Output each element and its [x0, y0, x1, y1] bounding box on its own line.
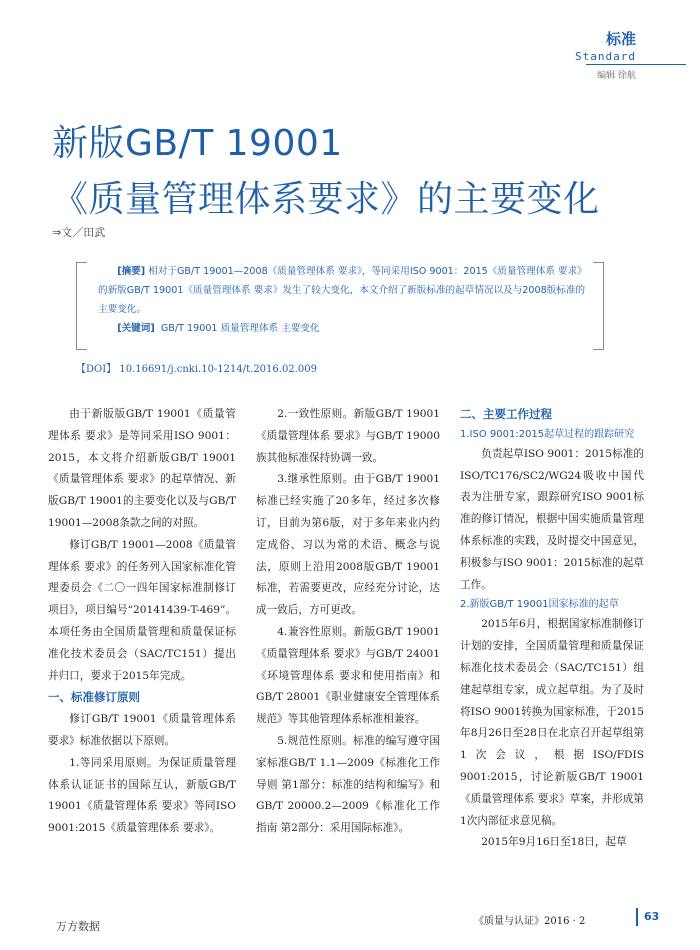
section-category-en: Standard [575, 50, 636, 63]
keywords-label: [关键词] [117, 323, 155, 334]
section-heading: 一、标准修订原则 [48, 690, 140, 705]
header-divider [586, 64, 686, 65]
paragraph: 3.继承性原则。由于GB/T 19001标准已经实施了20多年，经过多次修订，目前为第6版，对于多年来业内约定成俗、习以为常的术语、概念与说法，原则上沿用2008版GB/T 19001标准，若需要更改，应经充分讨论，达成一致后，方可更改。 [256, 473, 440, 617]
paragraph: 由于新版版GB/T 19001《质量管理体系 要求》是等同采用ISO 9001：2015，本文将介绍新版GB/T 19001《质量管理体系 要求》的起草情况、新版GB/T 19001的主要变化以及与GB/T 19001—2008条款之间的对照。 [48, 408, 236, 529]
abstract-body [98, 262, 586, 338]
left-bracket [76, 262, 87, 350]
paragraph: 5.规范性原则。标准的编写遵守国家标准GB/T 1.1—2009《标准化工作导则 第1部分：标准的结构和编写》和GB/T 20000.2—2009《标准化工作指南 第2部分：采用国际标准》。 [256, 734, 440, 835]
subsection-heading: 2.新版GB/T 19001国家标准的起草 [460, 599, 619, 611]
page-number-divider [636, 908, 638, 926]
page-number: 63 [644, 910, 660, 923]
column-1 [48, 404, 236, 840]
doi-label: 【DOI】 [76, 364, 117, 375]
paragraph: 负责起草ISO 9001：2015标准的ISO/TC176/SC2/WG24吸收中国代表为注册专家，跟踪研究ISO 9001标准的修订情况，根据中国实施质量管理体系标准的实践，及时提交中国意见，积极参与ISO 9001：2015标准的起草工作。 [460, 447, 644, 591]
title-line-1: 新版GB/T 19001 [52, 123, 343, 164]
keywords-paragraph [98, 319, 586, 338]
paragraph: 2015年9月16日至18日，起草 [481, 836, 627, 849]
keywords-text: GB/T 19001 质量管理体系 主要变化 [160, 323, 320, 334]
right-bracket [593, 262, 604, 350]
paragraph: 修订GB/T 19001《质量管理体系 要求》标准依据以下原则。 [48, 713, 236, 747]
column-3 [460, 404, 644, 854]
article-title [52, 116, 600, 228]
paragraph: 1.等同采用原则。为保证质量管理体系认证证书的国际互认，新版GB/T 19001《质量管理体系 要求》等同ISO 9001:2015《质量管理体系 要求》。 [48, 756, 236, 835]
section-heading: 二、主要工作过程 [460, 407, 552, 421]
paragraph: 2.一致性原则。新版GB/T 19001《质量管理体系 要求》与GB/T 19000族其他标准保持协调一致。 [256, 408, 440, 464]
watermark-logo: 万方数据 [56, 920, 100, 933]
section-category: 标准 [605, 30, 636, 48]
paragraph: 修订GB/T 19001—2008《质量管理体系 要求》的任务列入国家标准化管理委员会《二〇一四年国家标准制修订项目》，项目编号“20141439-T-469”。本项任务由全国质量管理和质量保证标准化技术委员会（SAC/TC151）提出并归口，要求于2015年完成。 [48, 538, 236, 682]
magazine-issue: 《质量与认证》2016 · 2 [474, 916, 586, 927]
editor-credit: 编辑 徐航 [597, 71, 636, 81]
abstract-label: [摘要] [117, 266, 146, 277]
doi-line [76, 360, 317, 375]
paragraph: 4.兼容性原则。新版GB/T 19001《质量管理体系 要求》与GB/T 24001《环境管理体系 要求和使用指南》和GB/T 28001《职业健康安全管理体系 规范》等其他管理体系标准相兼容。 [256, 625, 440, 726]
subsection-heading: 1.ISO 9001:2015起草过程的跟踪研究 [460, 428, 635, 440]
abstract-paragraph [98, 262, 586, 319]
column-2 [256, 404, 440, 840]
doi-link[interactable]: 10.16691/j.cnki.10-1214/t.2016.02.009 [119, 364, 317, 375]
paragraph: 2015年6月，根据国家标准制修订计划的安排，全国质量管理和质量保证标准化技术委员会（SAC/TC151）组建起草组专家，成立起草组。为了及时将ISO 9001转换为国家标准，于2015年8月26日至28日在北京召开起草组第1次会议，根据ISO/FDIS 9001:2015，讨论新版GB/T 19001《质量管理体系 要求》草案，并形成第1次内部征求意见稿。 [460, 618, 644, 827]
title-line-2: 《质量管理体系要求》的主要变化 [52, 179, 600, 220]
abstract-box [76, 262, 604, 348]
author-byline: ⇒文／田武 [52, 226, 106, 239]
abstract-text: 相对于GB/T 19001—2008《质量管理体系 要求》，等同采用ISO 9001：2015《质量管理体系 要求》的新版GB/T 19001《质量管理体系 要求》发生了较大变化，本文介绍了新版标准的起草情况以及与2008版标准的主要变化。 [98, 266, 586, 315]
